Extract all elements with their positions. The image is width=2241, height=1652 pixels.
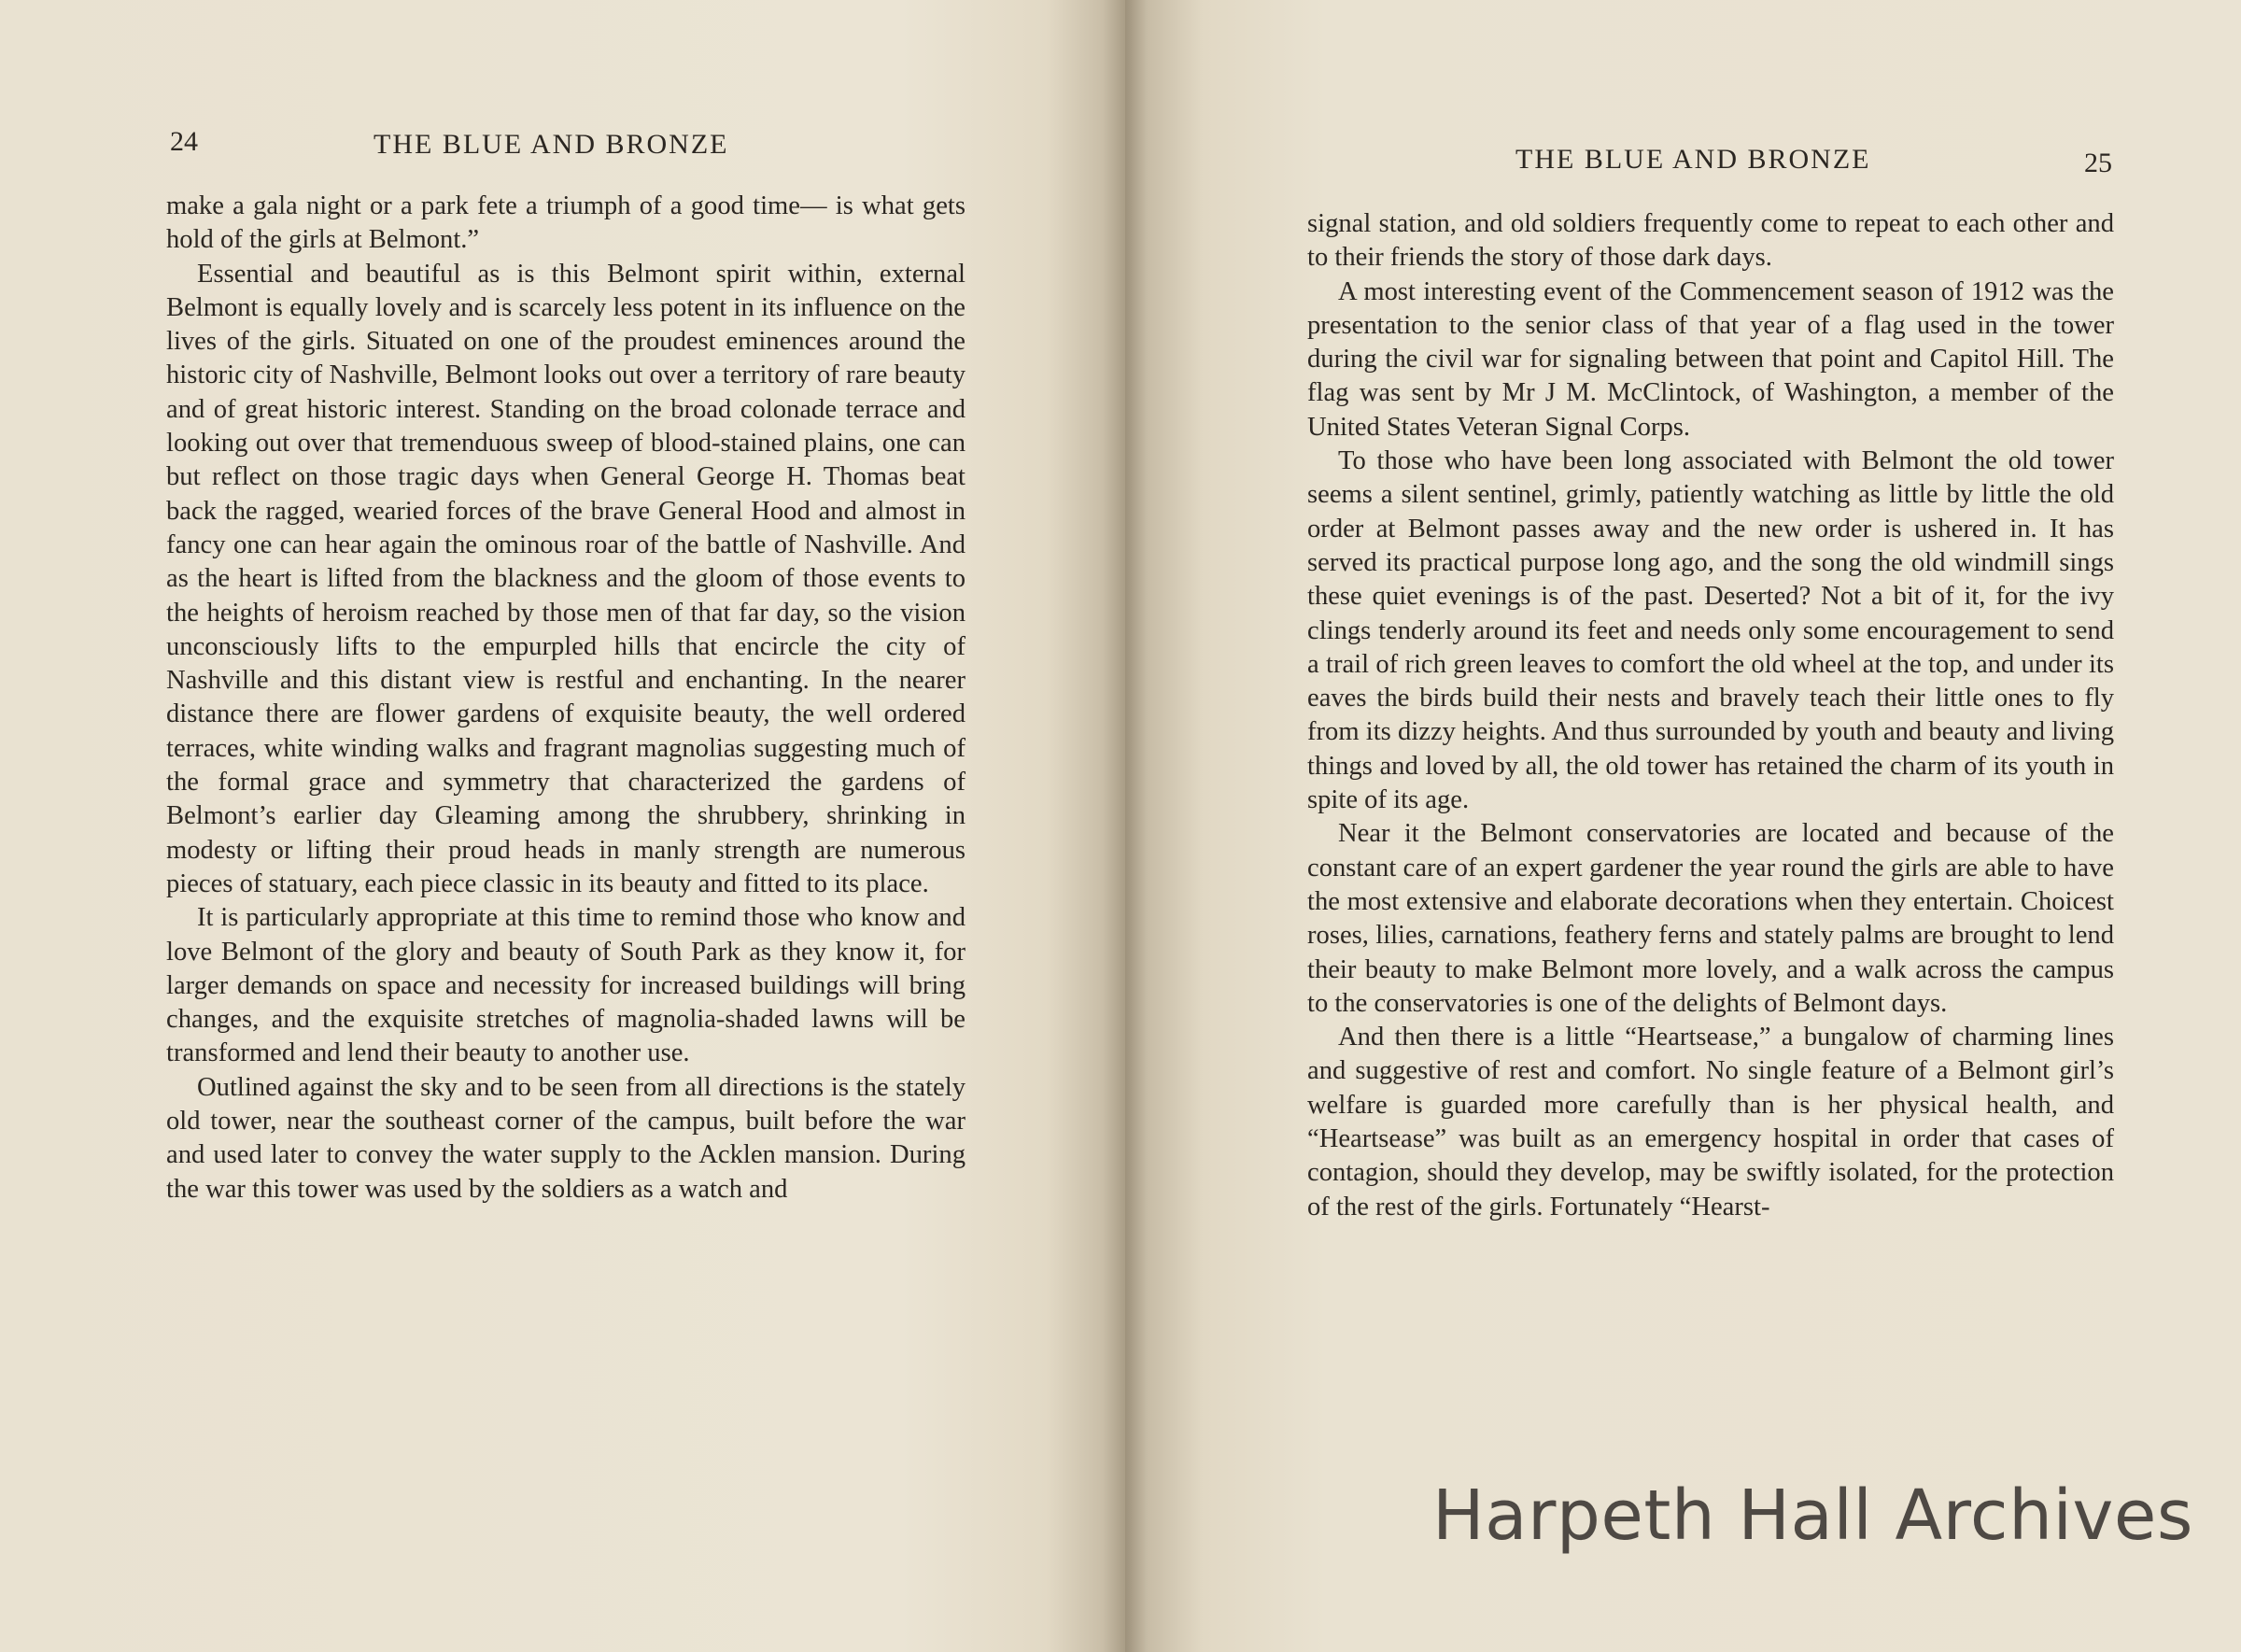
paragraph: A most interesting event of the Commencement season of 1912 was the presentation to the senior class of that year of a flag used in the tower during the civil war for signaling between that point and Capitol Hill. The flag was sent by Mr J M. McClintock, of Washington, a member of the United States Veteran Signal Corps. [1307,276,2114,442]
running-head: THE BLUE AND BRONZE [374,129,729,160]
body-text [1307,207,2114,1224]
paragraph: It is particularly appropriate at this time to remind those who know and love Belmont of the glory and beauty of South Park as they know it, for larger demands on space and necessity for increased buildings will bring changes, and the exquisite stretches of magnolia-shaded lawns will be transformed and lend their beauty to another use. [166,903,965,1068]
paragraph: Outlined against the sky and to be seen from all directions is the stately old tower, near the southeast corner of the campus, built before the war and used later to convey the water supply to the Acklen mansion. During the war this tower was used by the soldiers as a watch and [166,1072,965,1204]
paragraph: And then there is a little “Heartsease,” a bungalow of charming lines and suggestive of rest and comfort. No single feature of a Belmont girl’s welfare is guarded more carefully than is her physical health, and “Heartsease” was built as an emergency hospital in order that cases of contagion, should they develop, may be swiftly isolated, for the protection of the rest of the girls. Fortunately “Hearst- [1307,1023,2114,1221]
paragraph: Near it the Belmont conservatories are located and because of the constant care of an expert gardener the year round the girls are able to have the most extensive and elaborate decorations when they entertain. Choicest roses, lilies, carnations, feathery ferns and stately palms are brought to lend their beauty to make Belmont more lovely, and a walk across the campus to the conservatories is one of the delights of Belmont days. [1307,819,2114,1018]
paragraph: make a gala night or a park fete a triumph of a good time— is what gets hold of the girls at Belmont.” [166,191,965,255]
paragraph: To those who have been long associated with Belmont the old tower seems a silent sentinel, grimly, patiently watching as little by little the old order at Belmont passes away and the new order is ushered in. It has served its practical purpose long ago, and the song the old windmill sings these quiet evenings is of the past. Deserted? Not a bit of it, for the ivy clings tenderly around its feet and needs only some encouragement to send a trail of rich green leaves to comfort the old wheel at the top, and under its eaves the birds build their nests and bravely teach their little ones to fly from its dizzy heights. And thus surrounded by youth and beauty and living things and loved by all, the old tower has retained the charm of its youth in spite of its age. [1307,446,2114,815]
body-text [166,190,965,1207]
archive-watermark: Harpeth Hall Archives [1432,1476,2193,1556]
page-number: 24 [170,126,198,157]
paragraph: Essential and beautiful as is this Belmont spirit within, external Belmont is equally lovely and is scarcely less potent in its influence on the lives of the girls. Situated on one of the proudest eminences around the historic city of Nashville, Belmont looks out over a territory of rare beauty and of great historic interest. Standing on the broad colonade terrace and looking out over that tremenduous sweep of blood-stained plains, one can but reflect on those tragic days when General George H. Thomas beat back the ragged, wearied forces of the brave General Hood and almost in fancy one can hear again the ominous roar of the battle of Nashville. And as the heart is lifted from the blackness and the gloom of those events to the heights of heroism reached by those men of that far day, so the vision unconsciously lifts to the empurpled hills that encircle the city of Nashville and this distant view is restful and enchanting. In the nearer distance there are flower gardens of exquisite beauty, the well ordered terraces, white winding walks and fragrant magnolias suggesting much of the formal grace and symmetry that characterized the gardens of Belmont’s earlier day Gleaming among the shrubbery, shrinking in modesty or lifting their proud heads in manly strength are numerous pieces of statuary, each piece classic in its beauty and fitted to its place. [166,259,965,898]
right-page [1125,0,2241,1652]
paragraph: signal station, and old soldiers frequently come to repeat to each other and to their friends the story of those dark days. [1307,209,2114,273]
running-head: THE BLUE AND BRONZE [1515,144,1871,175]
page-number: 25 [2084,148,2112,178]
